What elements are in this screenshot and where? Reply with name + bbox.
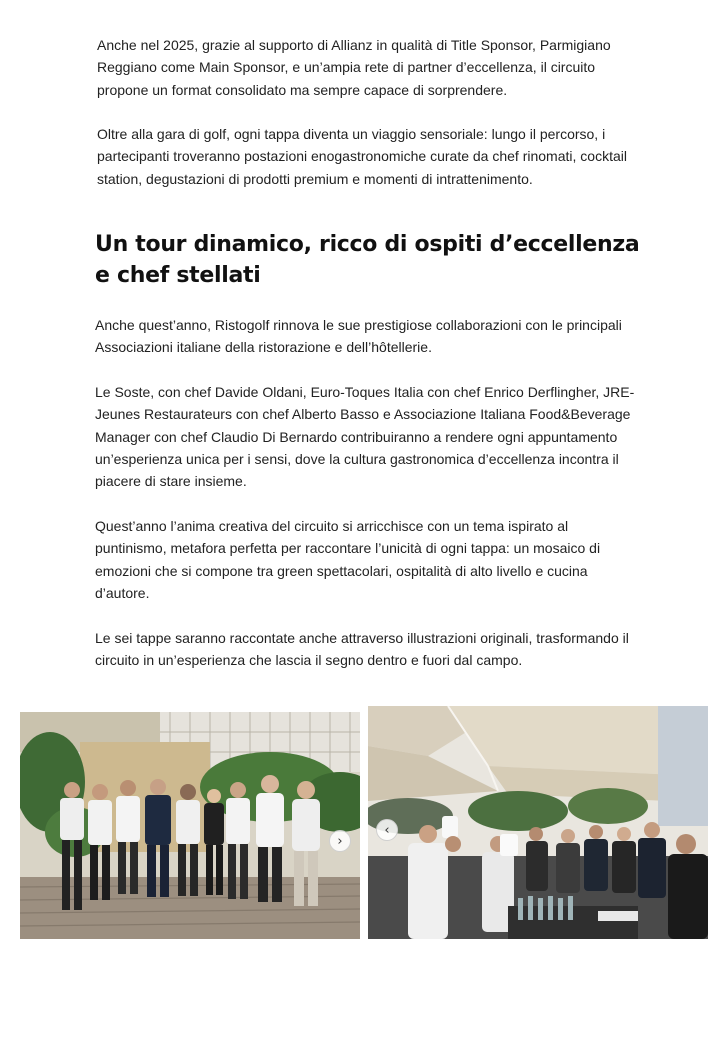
gallery-prev-button[interactable] bbox=[376, 819, 398, 841]
body-paragraph-2: Le Soste, con chef Davide Oldani, Euro-Toques Italia con chef Enrico Derflingher, JRE-Jeunes Restaurateurs con chef Alberto Basso e Associazione Italiana Food&Beverage Manager con chef Claudio Di Bernardo contribuiranno a rendere ogni appuntamento un’esperienza unica per i sensi, dove la cultura gastronomica d’eccellenza incontra il piacere di stare insieme. bbox=[95, 384, 635, 490]
section-heading: Un tour dinamico, ricco di ospiti d’eccellenza e chef stellati bbox=[95, 232, 640, 288]
event-crowd-image bbox=[368, 706, 708, 939]
chefs-group-image bbox=[20, 712, 360, 939]
gallery-photo-chefs-group[interactable] bbox=[20, 712, 360, 939]
body-paragraph-1: Anche quest’anno, Ristogolf rinnova le sue prestigiose collaborazioni con le principali Associazioni italiane della ristorazione e dell’hôtellerie. bbox=[95, 317, 622, 356]
gallery-next-button[interactable] bbox=[329, 830, 351, 852]
chevron-left-icon: ‹ bbox=[384, 822, 390, 838]
body-paragraph-3: Quest’anno l’anima creativa del circuito si arricchisce con un tema ispirato al puntinismo, metafora perfetta per raccontare l’unicità di ogni tappa: un mosaico di emozioni che si compone tra green spettacolari, ospitalità di alto livello e cucina d’autore. bbox=[95, 518, 601, 601]
chevron-right-icon: › bbox=[337, 833, 343, 849]
intro-paragraph-2: Oltre alla gara di golf, ogni tappa diventa un viaggio sensoriale: lungo il percorso, i partecipanti troveranno postazioni enogastronomiche curate da chef rinomati, cocktail station, degustazioni di prodotti premium e momenti di intrattenimento. bbox=[97, 126, 627, 187]
intro-paragraph-1: Anche nel 2025, grazie al supporto di Allianz in qualità di Title Sponsor, Parmigiano Reggiano come Main Sponsor, e un’ampia rete di partner d’eccellenza, il circuito propone un format consolidato ma sempre capace di sorprendere. bbox=[97, 37, 611, 98]
body-paragraph-4: Le sei tappe saranno raccontate anche attraverso illustrazioni originali, trasformando il circuito in un’esperienza che lascia il segno dentro e fuori dal campo. bbox=[95, 630, 629, 669]
gallery-photo-event-crowd[interactable] bbox=[368, 706, 708, 939]
